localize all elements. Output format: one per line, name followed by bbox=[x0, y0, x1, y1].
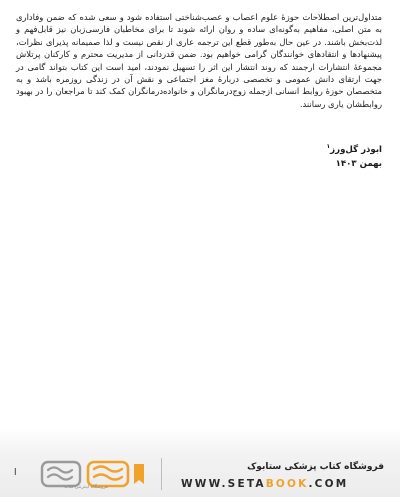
store-name: فروشگاه کتاب پزشکی ستابوک bbox=[247, 462, 384, 472]
url-accent: BOOK bbox=[265, 478, 309, 490]
logo-badge bbox=[42, 462, 80, 486]
translator-name: ابوذر گل‌ورز bbox=[330, 144, 382, 155]
page-number: ا bbox=[14, 468, 17, 478]
logo-swoosh-orange bbox=[94, 467, 122, 472]
translator-signature bbox=[327, 140, 383, 171]
logo-book-mark bbox=[134, 464, 144, 484]
logo-subtitle: فروشگاه اینترنتی کتاب bbox=[64, 485, 108, 490]
logo-swoosh-gray bbox=[48, 468, 72, 473]
store-url-link[interactable] bbox=[181, 478, 348, 490]
footnote-mark: ۱ bbox=[326, 143, 331, 150]
url-prefix: WWW.SETA bbox=[181, 478, 266, 490]
logo-badge-orange bbox=[88, 462, 128, 486]
logo-swoosh-gray-2 bbox=[48, 475, 72, 480]
url-suffix: .COM bbox=[308, 478, 349, 490]
translator-name-line bbox=[327, 140, 383, 157]
logo-swoosh-orange-2 bbox=[94, 475, 122, 480]
signature-date: بهمن ۱۴۰۳ bbox=[335, 158, 382, 169]
body-paragraph: متداول‌ترین اصطلاحات حوزهٔ علوم اعصاب و عصب‌شناختی استفاده شود و سعی شده که ضمن وفاداری به متن اصلی، مفاهیم به‌گونه‌ای ساده و روان ارائه شوند تا برای مخاطبان فارسی‌زبان نیز قابل‌فهم و لذت‌بخش باشند. در عین حال به‌طور قطع این ترجمه عاری از نقص نیست و لذا صمیمانه پذیرای نظرات، پیشنهادها و انتقادهای خوانندگان گرامی خواهیم بود. ضمن قدردانی از مدیریت محترم و کارکنان پرتلاش مجموعهٔ انتشارات ارجمند که روند انتشار این اثر را تسهیل نمودند، امید است این کتاب بتواند گامی در جهت ارتقای دانش عمومی و تخصصی دربارهٔ مغز اجتماعی و نقش آن در زندگی روزمره باشد و به متخصصان حوزهٔ روابط انسانی ازجمله زوج‌درمانگران و خانواده‌درمانگران کمک کند تا مراجعان را در بهبود روابطشان یاری رسانند. bbox=[16, 12, 382, 109]
footer-divider bbox=[161, 458, 162, 490]
